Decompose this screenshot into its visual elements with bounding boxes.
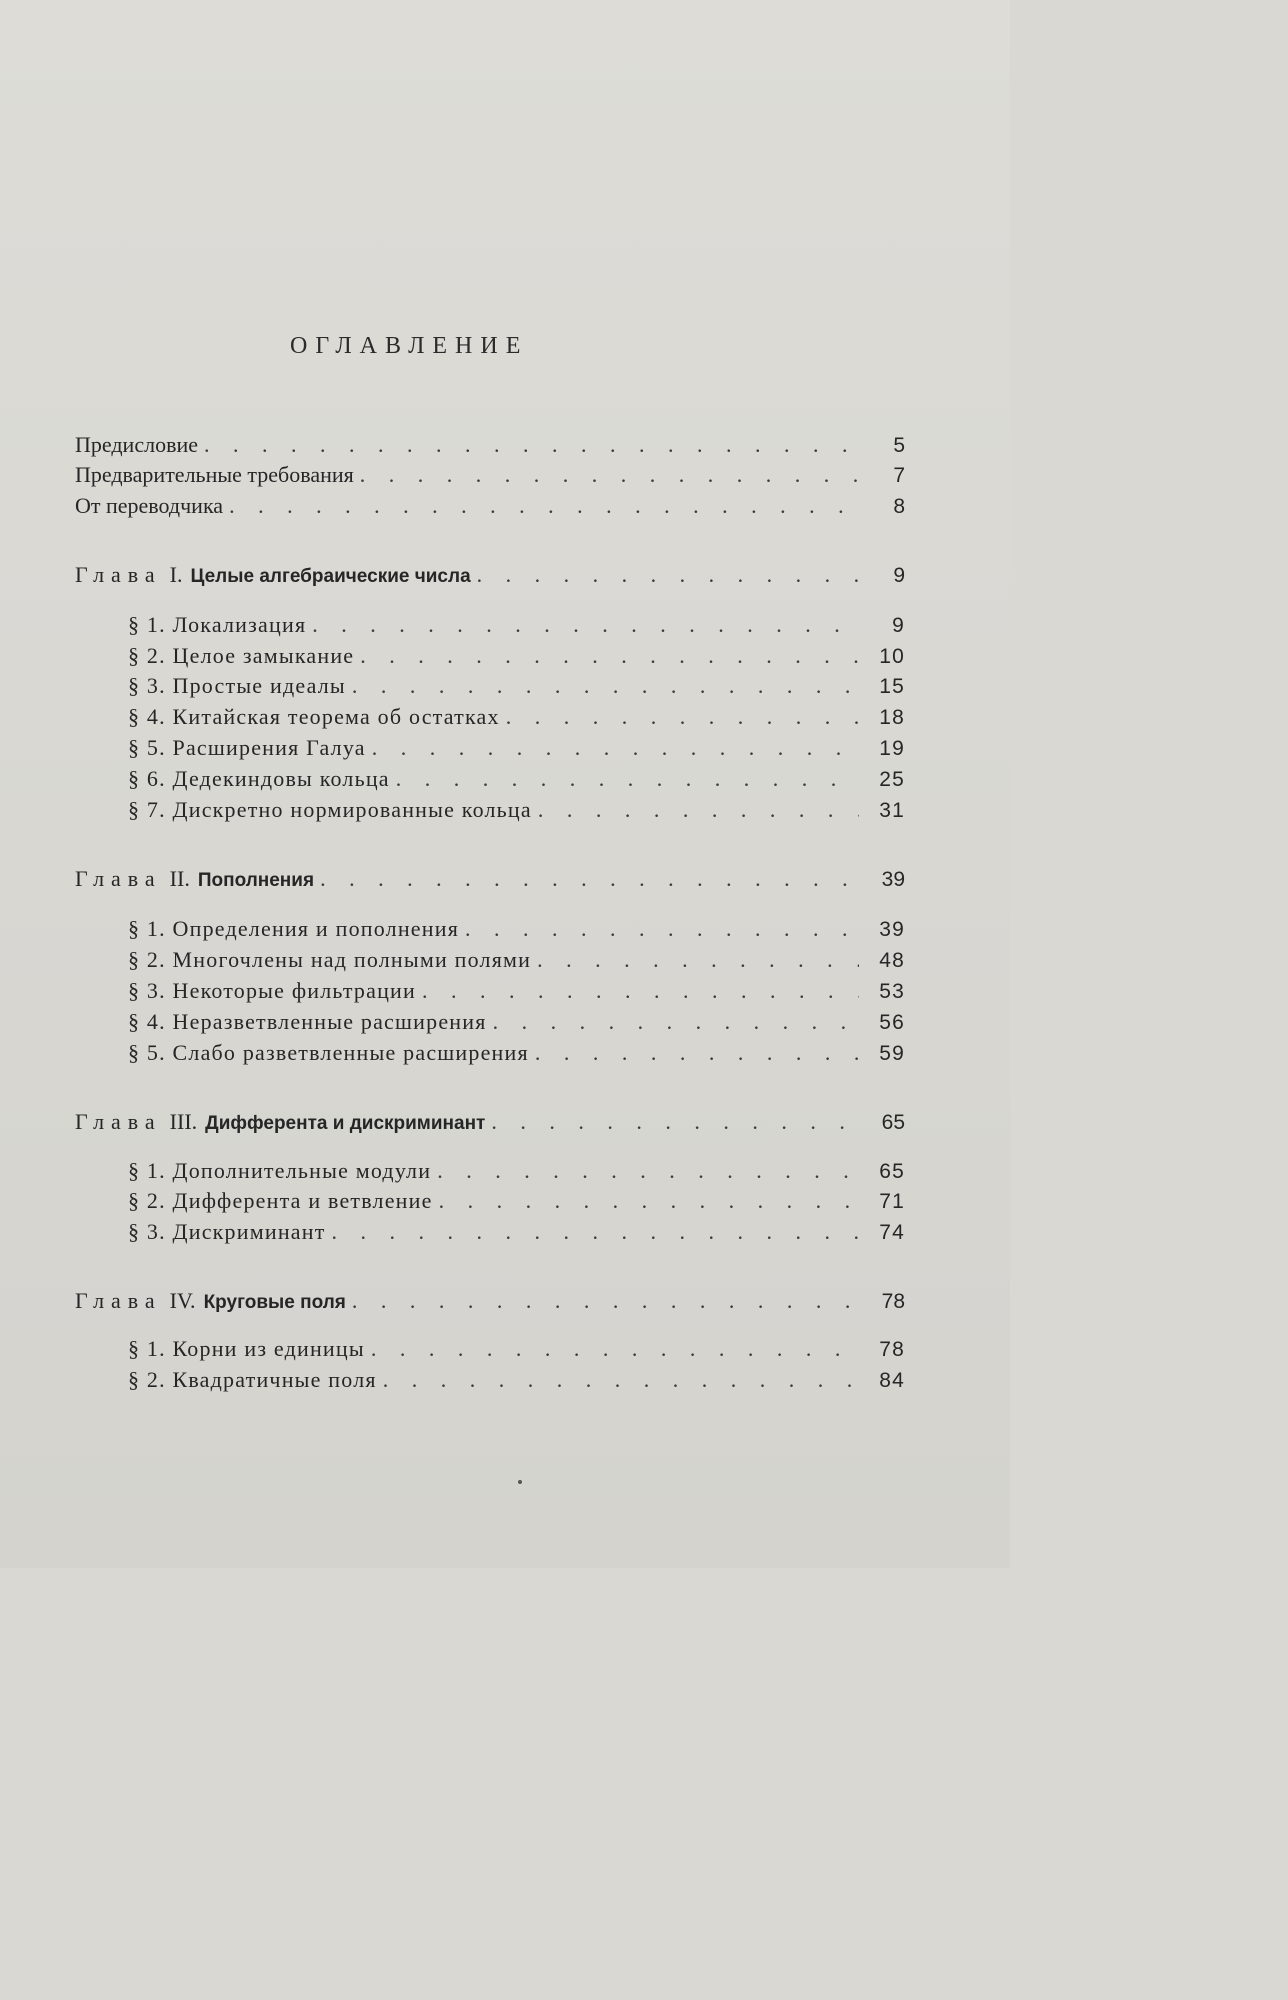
entry-page: 39 <box>881 868 905 891</box>
chapter-title: Целые алгебраические числа <box>190 566 471 587</box>
entry-page: 9 <box>893 564 905 587</box>
section-number: 3. <box>146 673 166 698</box>
section-mark: § <box>128 1219 141 1244</box>
toc-section[interactable] <box>128 766 905 796</box>
page-title: ОГЛАВЛЕНИЕ <box>290 333 529 359</box>
chapter-number: III. <box>169 1109 198 1134</box>
entry-label: Предварительные требования <box>75 462 354 487</box>
chapter-word: Глава <box>75 1288 162 1313</box>
leader-dots <box>439 1188 859 1214</box>
section-number: 3. <box>146 1219 166 1244</box>
entry-page: 78 <box>879 1338 905 1361</box>
toc-section[interactable] <box>128 704 905 734</box>
section-label <box>128 1040 529 1066</box>
toc-section[interactable] <box>128 612 905 642</box>
section-mark: § <box>128 1188 141 1213</box>
section-title: Неразветвленные расширения <box>172 1009 487 1034</box>
toc-section[interactable] <box>128 643 905 673</box>
section-label <box>128 1188 433 1214</box>
leader-dots <box>535 1040 859 1066</box>
entry-page: 7 <box>893 464 905 487</box>
leader-dots <box>465 916 859 942</box>
toc-chapter-1[interactable] <box>75 562 905 592</box>
chapter-heading <box>75 1109 485 1135</box>
chapter-heading <box>75 866 314 892</box>
entry-page: 5 <box>893 434 905 457</box>
entry-page: 48 <box>879 949 905 972</box>
entry-page: 19 <box>879 737 905 760</box>
toc-section[interactable] <box>128 1158 905 1188</box>
toc-chapter-4[interactable] <box>75 1288 905 1318</box>
entry-page: 78 <box>881 1290 905 1313</box>
toc-section[interactable] <box>128 735 905 765</box>
section-number: 7. <box>146 797 166 822</box>
section-number: 1. <box>146 1336 166 1361</box>
leader-dots <box>204 432 859 458</box>
section-title: Локализация <box>172 612 307 637</box>
section-label <box>128 1219 326 1245</box>
leader-dots <box>477 562 859 588</box>
leader-dots <box>491 1109 859 1135</box>
section-label <box>128 643 354 669</box>
entry-page: 71 <box>879 1190 905 1213</box>
section-mark: § <box>128 1158 141 1183</box>
section-mark: § <box>128 1367 141 1392</box>
section-title: Некоторые фильтрации <box>172 978 416 1003</box>
section-number: 5. <box>146 1040 166 1065</box>
section-number: 2. <box>146 1367 166 1392</box>
section-mark: § <box>128 766 141 791</box>
leader-dots <box>437 1158 859 1184</box>
section-mark: § <box>128 947 141 972</box>
toc-chapter-2[interactable] <box>75 866 905 896</box>
section-title: Дополнительные модули <box>172 1158 432 1183</box>
section-number: 2. <box>146 1188 166 1213</box>
toc-section[interactable] <box>128 978 905 1008</box>
section-mark: § <box>128 673 141 698</box>
section-mark: § <box>128 735 141 760</box>
section-mark: § <box>128 612 141 637</box>
section-label <box>128 735 366 761</box>
chapter-word: Глава <box>75 562 162 587</box>
section-number: 2. <box>146 643 166 668</box>
section-number: 5. <box>146 735 166 760</box>
print-speck <box>518 1480 522 1484</box>
section-title: Дифферента и ветвление <box>172 1188 433 1213</box>
section-label <box>128 978 416 1004</box>
section-label <box>128 1009 487 1035</box>
section-label <box>128 766 390 792</box>
section-number: 6. <box>146 766 166 791</box>
leader-dots <box>320 866 859 892</box>
section-title: Многочлены над полными полями <box>172 947 532 972</box>
chapter-title: Круговые поля <box>203 1292 346 1313</box>
toc-section[interactable] <box>128 1188 905 1218</box>
entry-page: 65 <box>879 1160 905 1183</box>
section-mark: § <box>128 1336 141 1361</box>
section-title: Слабо разветвленные расширения <box>172 1040 529 1065</box>
section-mark: § <box>128 978 141 1003</box>
toc-section[interactable] <box>128 673 905 703</box>
section-title: Китайская теорема об остатках <box>172 704 500 729</box>
leader-dots <box>493 1009 859 1035</box>
toc-section[interactable] <box>128 916 905 946</box>
section-title: Определения и пополнения <box>172 916 460 941</box>
section-mark: § <box>128 797 141 822</box>
section-mark: § <box>128 1040 141 1065</box>
section-title: Дискриминант <box>172 1219 326 1244</box>
section-label <box>128 797 532 823</box>
leader-dots <box>537 947 859 973</box>
section-label <box>128 673 346 699</box>
leader-dots <box>396 766 859 792</box>
section-number: 4. <box>146 1009 166 1034</box>
entry-page: 84 <box>879 1369 905 1392</box>
chapter-word: Глава <box>75 1109 162 1134</box>
toc-section[interactable] <box>128 797 905 827</box>
section-title: Квадратичные поля <box>172 1367 377 1392</box>
chapter-number: II. <box>169 866 190 891</box>
section-number: 1. <box>146 916 166 941</box>
section-mark: § <box>128 704 141 729</box>
entry-label: Предисловие <box>75 432 198 457</box>
leader-dots <box>360 462 859 488</box>
toc-entry-prerequisites[interactable] <box>75 462 905 492</box>
leader-dots <box>352 673 859 699</box>
section-number: 3. <box>146 978 166 1003</box>
section-label <box>128 1367 377 1393</box>
leader-dots <box>372 735 859 761</box>
entry-page: 15 <box>879 675 905 698</box>
leader-dots <box>360 643 859 669</box>
section-number: 1. <box>146 1158 166 1183</box>
chapter-title: Дифферента и дискриминант <box>205 1113 486 1134</box>
chapter-word: Глава <box>75 866 162 891</box>
section-label <box>128 612 306 638</box>
section-label <box>128 1336 365 1362</box>
chapter-heading <box>75 1288 346 1314</box>
entry-page: 9 <box>892 614 905 637</box>
chapter-number: IV. <box>169 1288 196 1313</box>
section-title: Корни из единицы <box>172 1336 365 1361</box>
toc-section[interactable] <box>128 1009 905 1039</box>
entry-page: 25 <box>879 768 905 791</box>
section-number: 4. <box>146 704 166 729</box>
section-mark: § <box>128 916 141 941</box>
leader-dots <box>312 612 859 638</box>
section-number: 2. <box>146 947 166 972</box>
section-mark: § <box>128 1009 141 1034</box>
toc-section[interactable] <box>128 1367 905 1397</box>
section-title: Дискретно нормированные кольца <box>172 797 532 822</box>
section-title: Дедекиндовы кольца <box>172 766 390 791</box>
section-label <box>128 916 459 942</box>
toc-section[interactable] <box>128 1336 905 1366</box>
leader-dots <box>506 704 859 730</box>
toc-entry-translator-note[interactable] <box>75 493 905 523</box>
chapter-heading <box>75 562 471 588</box>
entry-page: 74 <box>879 1221 905 1244</box>
leader-dots <box>229 493 859 519</box>
toc-entry-preface[interactable] <box>75 432 905 462</box>
entry-label: От переводчика <box>75 493 224 518</box>
toc-section[interactable] <box>128 1219 905 1249</box>
section-title: Целое замыкание <box>172 643 355 668</box>
leader-dots <box>352 1288 859 1314</box>
chapter-title: Пополнения <box>197 870 315 891</box>
leader-dots <box>383 1367 859 1393</box>
entry-page: 8 <box>893 495 905 518</box>
section-label <box>128 1158 431 1184</box>
section-number: 1. <box>146 612 166 637</box>
entry-page: 39 <box>879 918 905 941</box>
entry-page: 59 <box>879 1042 905 1065</box>
leader-dots <box>422 978 859 1004</box>
entry-page: 31 <box>879 799 905 822</box>
entry-page: 10 <box>879 645 905 668</box>
entry-page: 53 <box>879 980 905 1003</box>
section-title: Расширения Галуа <box>172 735 366 760</box>
leader-dots <box>332 1219 859 1245</box>
section-title: Простые идеалы <box>172 673 346 698</box>
toc-chapter-3[interactable] <box>75 1109 905 1139</box>
entry-page: 56 <box>879 1011 905 1034</box>
chapter-number: I. <box>169 562 183 587</box>
entry-page: 18 <box>879 706 905 729</box>
entry-page: 65 <box>881 1111 905 1134</box>
section-mark: § <box>128 643 141 668</box>
section-label <box>128 947 531 973</box>
leader-dots <box>538 797 859 823</box>
toc-section[interactable] <box>128 1040 905 1070</box>
section-label <box>128 704 500 730</box>
toc-section[interactable] <box>128 947 905 977</box>
leader-dots <box>371 1336 859 1362</box>
